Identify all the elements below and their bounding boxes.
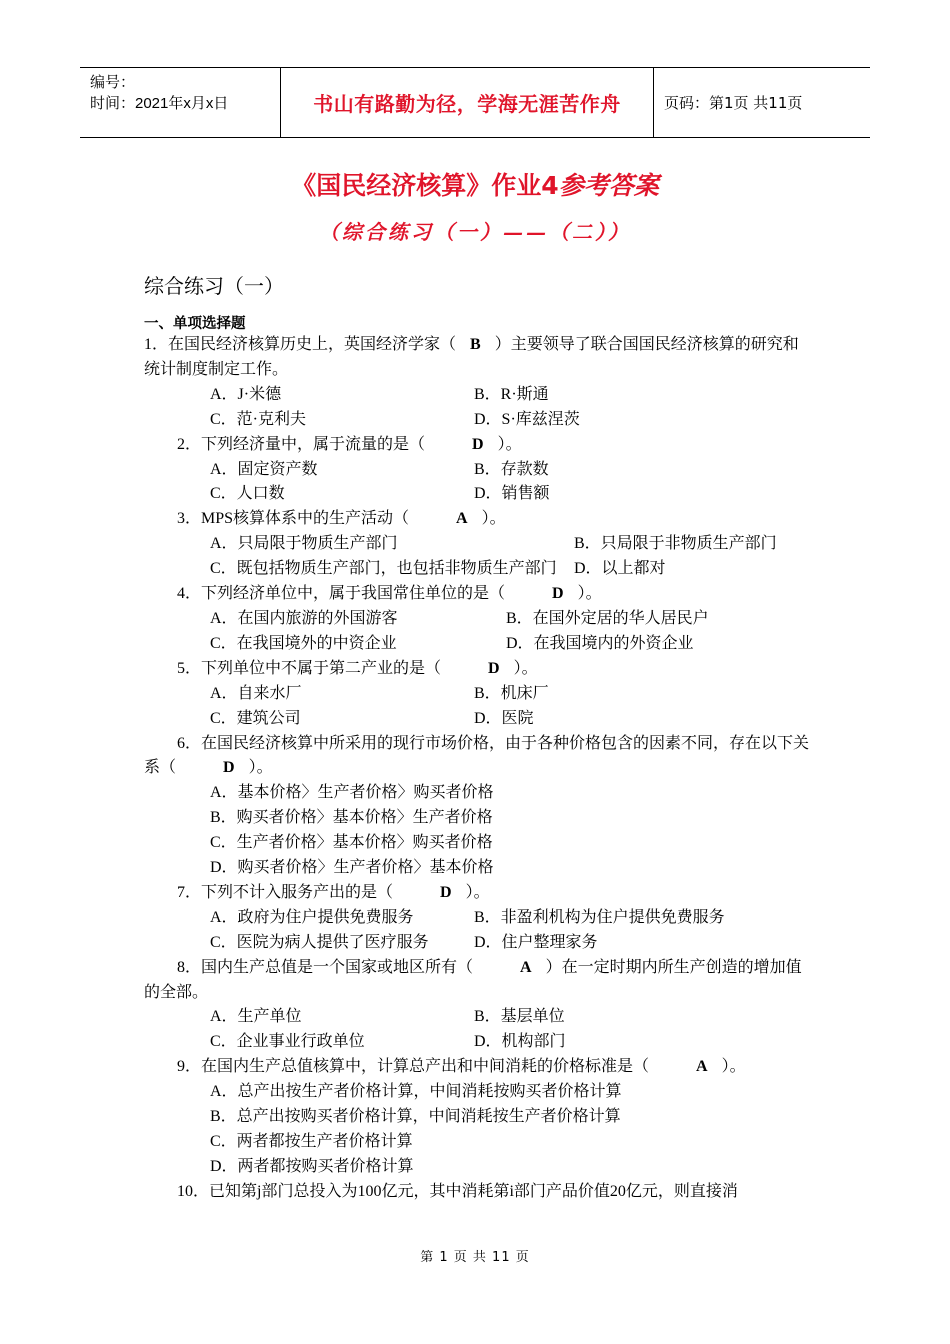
doc-time-label: 时间：2021年x月x日 bbox=[90, 95, 229, 112]
option-item: D．在我国境内的外资企业 bbox=[506, 634, 694, 652]
question-text: 8．国内生产总值是一个国家或地区所有（ bbox=[177, 958, 474, 976]
question-text: 5．下列单位中不属于第二产业的是（ bbox=[177, 659, 442, 677]
option-item: C．范·克利夫 bbox=[210, 410, 307, 428]
question-text-end: ）。 bbox=[513, 659, 538, 677]
option-item: B．基层单位 bbox=[474, 1008, 565, 1026]
option-item: D．以上都对 bbox=[574, 560, 666, 578]
option-item: C．生产者价格〉基本价格〉购买者价格 bbox=[210, 834, 493, 852]
document-title bbox=[0, 166, 950, 202]
option-group bbox=[210, 383, 814, 433]
option-group bbox=[210, 458, 814, 508]
question-text: 4．下列经济单位中，属于我国常住单位的是（ bbox=[177, 585, 506, 603]
question-text-end: ）主要领导了联合国国民经济核算的研究和统计制度制定工作。 bbox=[144, 336, 799, 378]
option-item: B．只局限于非物质生产部门 bbox=[574, 535, 777, 553]
header-meta bbox=[80, 68, 281, 137]
option-item: C．医院为病人提供了医疗服务 bbox=[210, 933, 429, 951]
page-footer: 第 1 页 共 11 页 bbox=[420, 1250, 530, 1265]
question-text: 3．MPS核算体系中的生产活动（ bbox=[177, 510, 410, 528]
header-motto: 书山有路勤为径，学海无涯苦作舟 bbox=[281, 68, 654, 137]
question-text-end: ）。 bbox=[465, 883, 490, 901]
option-group bbox=[210, 906, 814, 956]
option-item: C．两者都按生产者价格计算 bbox=[210, 1133, 413, 1150]
answer-letter: D bbox=[488, 659, 500, 677]
question-stem bbox=[144, 333, 814, 383]
question-text-end: ）。 bbox=[497, 435, 522, 453]
question-text: 1．在国民经济核算历史上，英国经济学家（ bbox=[144, 336, 457, 353]
option-item: A．在国内旅游的外国游客 bbox=[210, 609, 398, 627]
option-item: A．J·米德 bbox=[210, 385, 282, 403]
answer-letter: D bbox=[223, 759, 235, 777]
section-heading: 综合练习（一） bbox=[144, 274, 284, 298]
option-item: A．只局限于物质生产部门 bbox=[210, 535, 398, 553]
header-table bbox=[80, 67, 870, 138]
question-stem bbox=[144, 507, 814, 532]
title-main: 《国民经济核算》作业4 bbox=[291, 171, 559, 200]
option-item: B．非盈利机构为住户提供免费服务 bbox=[474, 908, 725, 926]
option-item: D．销售额 bbox=[474, 485, 550, 503]
option-group bbox=[210, 532, 814, 582]
option-item: B．R·斯通 bbox=[474, 385, 549, 403]
question-stem bbox=[144, 657, 814, 682]
option-group bbox=[210, 607, 814, 657]
question-stem bbox=[144, 732, 814, 782]
answer-letter: B bbox=[470, 336, 481, 353]
option-group bbox=[210, 781, 814, 881]
question-text: 10．已知第j部门总投入为100亿元，其中消耗第i部门产品价值20亿元，则直接消 bbox=[177, 1182, 738, 1200]
part-heading: 一、单项选择题 bbox=[144, 316, 246, 332]
header-page-info: 页码：第1页 共11页 bbox=[664, 94, 803, 112]
question-stem bbox=[144, 433, 814, 458]
option-item: B．总产出按购买者价格计算，中间消耗按生产者价格计算 bbox=[210, 1108, 621, 1126]
question-text-end: ）。 bbox=[577, 585, 602, 603]
option-group bbox=[210, 1005, 814, 1055]
option-item: D．住户整理家务 bbox=[474, 933, 598, 951]
option-item: A．总产出按生产者价格计算，中间消耗按购买者价格计算 bbox=[210, 1083, 622, 1101]
answer-letter: A bbox=[696, 1058, 708, 1076]
question-text-end: ）在一定时期内所生产创造的增加值的全部。 bbox=[144, 958, 802, 1001]
option-item: C．人口数 bbox=[210, 485, 285, 503]
question-text: 9．在国内生产总值核算中，计算总产出和中间消耗的价格标准是（ bbox=[177, 1058, 650, 1076]
option-item: D．医院 bbox=[474, 709, 534, 727]
question-stem bbox=[144, 582, 814, 607]
option-item: D．购买者价格〉生产者价格〉基本价格 bbox=[210, 859, 494, 877]
option-item: A．基本价格〉生产者价格〉购买者价格 bbox=[210, 784, 494, 802]
answer-letter: D bbox=[440, 883, 452, 901]
option-item: C．既包括物质生产部门，也包括非物质生产部门 bbox=[210, 560, 557, 578]
option-item: B．机床厂 bbox=[474, 684, 549, 702]
option-group bbox=[210, 682, 814, 732]
option-item: C．企业事业行政单位 bbox=[210, 1033, 365, 1051]
option-item: A．生产单位 bbox=[210, 1008, 302, 1026]
answer-letter: D bbox=[472, 435, 484, 453]
question-text: 6．在国民经济核算中所采用的现行市场价格，由于各种价格包含的因素不同，存在以下关系（ bbox=[144, 734, 810, 777]
option-item: C．建筑公司 bbox=[210, 709, 301, 727]
question-stem bbox=[144, 1055, 814, 1080]
option-item: D．两者都按购买者价格计算 bbox=[210, 1157, 414, 1175]
question-stem bbox=[144, 881, 814, 906]
question-list bbox=[144, 333, 814, 1205]
option-item: B．购买者价格〉基本价格〉生产者价格 bbox=[210, 809, 493, 827]
option-item: A．政府为住户提供免费服务 bbox=[210, 908, 414, 926]
question-stem bbox=[144, 956, 814, 1006]
answer-letter: D bbox=[552, 585, 564, 603]
option-item: D．机构部门 bbox=[474, 1033, 566, 1051]
option-item: A．自来水厂 bbox=[210, 684, 302, 702]
option-item: B．存款数 bbox=[474, 460, 549, 478]
question-text-end: ）。 bbox=[248, 759, 273, 777]
option-group bbox=[210, 1080, 814, 1180]
option-item: C．在我国境外的中资企业 bbox=[210, 634, 397, 652]
option-item: A．固定资产数 bbox=[210, 460, 318, 478]
option-item: D．S·库兹涅茨 bbox=[474, 410, 580, 428]
title-italic: 参考答案 bbox=[558, 171, 659, 200]
question-stem bbox=[144, 1180, 814, 1205]
answer-letter: A bbox=[520, 958, 532, 976]
question-text-end: ）。 bbox=[481, 510, 506, 528]
question-text-end: ）。 bbox=[721, 1058, 746, 1076]
question-text: 2．下列经济量中，属于流量的是（ bbox=[177, 435, 426, 453]
answer-letter: A bbox=[456, 510, 468, 528]
doc-number-label: 编号： bbox=[90, 74, 136, 91]
question-text: 7．下列不计入服务产出的是（ bbox=[177, 883, 394, 901]
option-item: B．在国外定居的华人居民户 bbox=[506, 609, 709, 627]
document-subtitle: （综合练习（一）——（二）） bbox=[319, 220, 631, 244]
